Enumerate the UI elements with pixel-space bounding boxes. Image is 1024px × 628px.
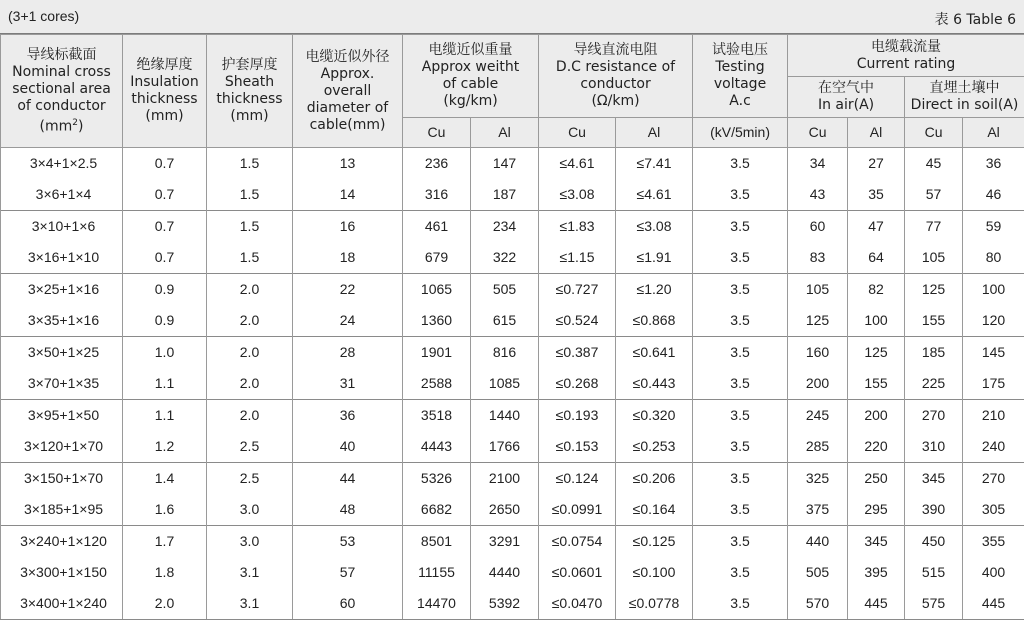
table-cell: 200	[848, 400, 905, 432]
table-cell: 6682	[403, 494, 471, 526]
table-cell: 44	[293, 463, 403, 495]
table-cell: 105	[905, 242, 963, 274]
table-cell: 400	[963, 557, 1024, 588]
table-cell: 43	[788, 179, 848, 211]
table-cell: 16	[293, 211, 403, 243]
cable-spec-table	[0, 34, 1024, 620]
cell-cross-section: 3×120+1×70	[1, 431, 123, 463]
table-cell: ≤0.443	[616, 368, 693, 400]
table-cell: 83	[788, 242, 848, 274]
table-cell: 11155	[403, 557, 471, 588]
table-cell: 355	[963, 526, 1024, 558]
table-number-label: 表 6 Table 6	[934, 12, 1016, 28]
table-cell: 210	[963, 400, 1024, 432]
table-cell: 295	[848, 494, 905, 526]
table-row	[1, 526, 1024, 558]
table-cell: 60	[788, 211, 848, 243]
table-cell: 34	[788, 148, 848, 180]
table-cell: 1.4	[123, 463, 207, 495]
table-cell: ≤1.20	[616, 274, 693, 306]
table-cell: 285	[788, 431, 848, 463]
cell-cross-section: 3×35+1×16	[1, 305, 123, 337]
table-cell: 240	[963, 431, 1024, 463]
cell-cross-section: 3×25+1×16	[1, 274, 123, 306]
table-cell: 3518	[403, 400, 471, 432]
header-weight: 电缆近似重量 Approx weitht of cable (kg/km)	[403, 35, 539, 118]
table-cell: 234	[471, 211, 539, 243]
table-cell: 816	[471, 337, 539, 369]
header-current-rating: 电缆载流量 Current rating	[788, 35, 1024, 77]
table-cell: 1085	[471, 368, 539, 400]
table-cell: 225	[905, 368, 963, 400]
table-cell: ≤0.727	[539, 274, 616, 306]
header-in-soil: 直埋土壤中 Direct in soil(A)	[905, 77, 1024, 118]
cell-cross-section: 3×6+1×4	[1, 179, 123, 211]
table-cell: 200	[788, 368, 848, 400]
table-cell: 1.8	[123, 557, 207, 588]
header-weight-cu: Cu	[403, 118, 471, 148]
table-cell: 375	[788, 494, 848, 526]
table-row	[1, 431, 1024, 463]
table-cell: 1.0	[123, 337, 207, 369]
table-cell: 1.5	[207, 148, 293, 180]
header-soil-al: Al	[963, 118, 1024, 148]
table-cell: 440	[788, 526, 848, 558]
table-cell: 316	[403, 179, 471, 211]
table-cell: 2.5	[207, 463, 293, 495]
table-cell: 3.5	[693, 463, 788, 495]
table-cell: 305	[963, 494, 1024, 526]
table-cell: 505	[788, 557, 848, 588]
table-cell: 2.0	[207, 337, 293, 369]
header-weight-al: Al	[471, 118, 539, 148]
table-cell: 2100	[471, 463, 539, 495]
table-cell: 3.5	[693, 211, 788, 243]
table-cell: 505	[471, 274, 539, 306]
table-cell: 1766	[471, 431, 539, 463]
table-cell: 322	[471, 242, 539, 274]
table-cell: 0.9	[123, 305, 207, 337]
table-cell: ≤0.0470	[539, 588, 616, 620]
table-cell: 0.9	[123, 274, 207, 306]
header-resistance: 导线直流电阻 D.C resistance of conductor (Ω/km)	[539, 35, 693, 118]
table-cell: 1440	[471, 400, 539, 432]
header-voltage: 试验电压 Testing voltage A.c	[693, 35, 788, 118]
table-row	[1, 211, 1024, 243]
table-cell: ≤0.868	[616, 305, 693, 337]
table-cell: ≤0.268	[539, 368, 616, 400]
table-cell: 270	[905, 400, 963, 432]
table-cell: 13	[293, 148, 403, 180]
table-cell: ≤0.387	[539, 337, 616, 369]
table-cell: 1.5	[207, 242, 293, 274]
table-cell: 14470	[403, 588, 471, 620]
table-cell: 27	[848, 148, 905, 180]
table-cell: ≤1.15	[539, 242, 616, 274]
table-cell: 125	[848, 337, 905, 369]
table-cell: 1901	[403, 337, 471, 369]
table-cell: 100	[848, 305, 905, 337]
table-cell: 461	[403, 211, 471, 243]
table-cell: 3.5	[693, 431, 788, 463]
table-cell: ≤0.0754	[539, 526, 616, 558]
table-cell: 160	[788, 337, 848, 369]
table-cell: ≤4.61	[616, 179, 693, 211]
table-caption-bar	[0, 0, 1024, 34]
header-sheath: 护套厚度 Sheath thickness (mm)	[207, 35, 293, 148]
table-cell: 325	[788, 463, 848, 495]
table-cell: 3.1	[207, 588, 293, 620]
table-cell: 40	[293, 431, 403, 463]
cores-label: (3+1 cores)	[8, 8, 80, 24]
table-cell: 2650	[471, 494, 539, 526]
table-cell: 3.5	[693, 588, 788, 620]
table-cell: 46	[963, 179, 1024, 211]
table-cell: ≤0.164	[616, 494, 693, 526]
header-air-al: Al	[848, 118, 905, 148]
header-nominal-area: 导线标截面 Nominal cross sectional area of conductor $(mm^2)$	[1, 35, 123, 148]
header-resistance-cu: Cu	[539, 118, 616, 148]
table-cell: ≤7.41	[616, 148, 693, 180]
table-cell: 450	[905, 526, 963, 558]
table-cell: 1.2	[123, 431, 207, 463]
table-cell: 445	[963, 588, 1024, 620]
table-cell: 31	[293, 368, 403, 400]
table-cell: ≤0.206	[616, 463, 693, 495]
table-cell: 1.1	[123, 368, 207, 400]
table-cell: 120	[963, 305, 1024, 337]
table-cell: 0.7	[123, 148, 207, 180]
table-cell: 47	[848, 211, 905, 243]
table-cell: 1.1	[123, 400, 207, 432]
table-cell: 155	[905, 305, 963, 337]
table-cell: 2588	[403, 368, 471, 400]
table-row	[1, 494, 1024, 526]
cell-cross-section: 3×70+1×35	[1, 368, 123, 400]
table-row	[1, 557, 1024, 588]
table-cell: 3.0	[207, 526, 293, 558]
table-cell: ≤3.08	[616, 211, 693, 243]
table-row	[1, 463, 1024, 495]
cell-cross-section: 3×300+1×150	[1, 557, 123, 588]
table-cell: 390	[905, 494, 963, 526]
table-cell: ≤0.320	[616, 400, 693, 432]
table-cell: 3.5	[693, 494, 788, 526]
table-cell: 105	[788, 274, 848, 306]
table-cell: 515	[905, 557, 963, 588]
table-row	[1, 337, 1024, 369]
table-cell: 3.5	[693, 148, 788, 180]
table-cell: ≤4.61	[539, 148, 616, 180]
table-cell: 147	[471, 148, 539, 180]
header-insulation: 绝缘厚度 Insulation thickness (mm)	[123, 35, 207, 148]
table-cell: 82	[848, 274, 905, 306]
table-cell: 679	[403, 242, 471, 274]
table-cell: ≤0.253	[616, 431, 693, 463]
table-cell: 175	[963, 368, 1024, 400]
header-in-air: 在空气中 In air(A)	[788, 77, 905, 118]
table-cell: 0.7	[123, 211, 207, 243]
table-cell: 8501	[403, 526, 471, 558]
table-cell: 53	[293, 526, 403, 558]
table-cell: ≤1.91	[616, 242, 693, 274]
table-cell: 3291	[471, 526, 539, 558]
table-cell: 36	[963, 148, 1024, 180]
table-cell: 310	[905, 431, 963, 463]
table-cell: 1.5	[207, 211, 293, 243]
table-cell: 59	[963, 211, 1024, 243]
table-cell: 64	[848, 242, 905, 274]
header-air-cu: Cu	[788, 118, 848, 148]
table-cell: 4440	[471, 557, 539, 588]
table-row	[1, 179, 1024, 211]
table-cell: ≤0.124	[539, 463, 616, 495]
table-cell: 187	[471, 179, 539, 211]
cell-cross-section: 3×240+1×120	[1, 526, 123, 558]
header-voltage-unit: (kV/5min)	[693, 118, 788, 148]
table-cell: 2.0	[207, 368, 293, 400]
table-cell: 3.5	[693, 337, 788, 369]
table-cell: ≤0.0778	[616, 588, 693, 620]
table-cell: 45	[905, 148, 963, 180]
table-cell: 250	[848, 463, 905, 495]
table-cell: ≤0.153	[539, 431, 616, 463]
table-cell: 3.5	[693, 274, 788, 306]
header-soil-cu: Cu	[905, 118, 963, 148]
table-cell: 3.5	[693, 557, 788, 588]
table-cell: 57	[905, 179, 963, 211]
table-cell: 5392	[471, 588, 539, 620]
table-cell: 3.5	[693, 526, 788, 558]
table-cell: 245	[788, 400, 848, 432]
table-cell: 18	[293, 242, 403, 274]
table-cell: 445	[848, 588, 905, 620]
table-cell: ≤3.08	[539, 179, 616, 211]
table-cell: 2.0	[207, 400, 293, 432]
table-cell: 80	[963, 242, 1024, 274]
table-cell: ≤0.0991	[539, 494, 616, 526]
table-cell: 5326	[403, 463, 471, 495]
header-diameter: 电缆近似外径 Approx. overall diameter of cable(mm)	[293, 35, 403, 148]
table-row	[1, 274, 1024, 306]
table-row	[1, 305, 1024, 337]
table-cell: 125	[905, 274, 963, 306]
cell-cross-section: 3×16+1×10	[1, 242, 123, 274]
table-cell: 345	[905, 463, 963, 495]
table-cell: ≤0.0601	[539, 557, 616, 588]
table-cell: 100	[963, 274, 1024, 306]
table-cell: 77	[905, 211, 963, 243]
table-cell: 35	[848, 179, 905, 211]
table-cell: 2.5	[207, 431, 293, 463]
table-cell: 270	[963, 463, 1024, 495]
table-cell: ≤0.125	[616, 526, 693, 558]
cell-cross-section: 3×95+1×50	[1, 400, 123, 432]
table-cell: ≤0.524	[539, 305, 616, 337]
table-cell: ≤0.100	[616, 557, 693, 588]
table-cell: 1360	[403, 305, 471, 337]
table-cell: 3.1	[207, 557, 293, 588]
cell-cross-section: 3×10+1×6	[1, 211, 123, 243]
table-cell: 220	[848, 431, 905, 463]
table-row	[1, 242, 1024, 274]
table-cell: 3.5	[693, 242, 788, 274]
table-body	[1, 148, 1024, 620]
table-cell: 615	[471, 305, 539, 337]
header-resistance-al: Al	[616, 118, 693, 148]
table-cell: 570	[788, 588, 848, 620]
table-cell: 60	[293, 588, 403, 620]
cell-cross-section: 3×150+1×70	[1, 463, 123, 495]
table-row	[1, 368, 1024, 400]
table-cell: 1.5	[207, 179, 293, 211]
table-cell: 3.5	[693, 368, 788, 400]
table-cell: 57	[293, 557, 403, 588]
table-cell: 155	[848, 368, 905, 400]
table-cell: 28	[293, 337, 403, 369]
table-row	[1, 148, 1024, 180]
table-row	[1, 400, 1024, 432]
table-cell: ≤1.83	[539, 211, 616, 243]
table-cell: 36	[293, 400, 403, 432]
table-cell: 2.0	[207, 305, 293, 337]
table-cell: 236	[403, 148, 471, 180]
table-cell: 2.0	[207, 274, 293, 306]
table-cell: 0.7	[123, 179, 207, 211]
cell-cross-section: 3×4+1×2.5	[1, 148, 123, 180]
cell-cross-section: 3×400+1×240	[1, 588, 123, 620]
table-cell: ≤0.641	[616, 337, 693, 369]
table-cell: 145	[963, 337, 1024, 369]
table-cell: 48	[293, 494, 403, 526]
table-cell: 185	[905, 337, 963, 369]
table-cell: 1065	[403, 274, 471, 306]
table-cell: 4443	[403, 431, 471, 463]
table-cell: 3.5	[693, 305, 788, 337]
table-cell: 14	[293, 179, 403, 211]
table-cell: 22	[293, 274, 403, 306]
cell-cross-section: 3×50+1×25	[1, 337, 123, 369]
table-cell: 3.5	[693, 179, 788, 211]
table-cell: 395	[848, 557, 905, 588]
table-cell: 575	[905, 588, 963, 620]
table-cell: 1.7	[123, 526, 207, 558]
table-cell: 2.0	[123, 588, 207, 620]
table-cell: 1.6	[123, 494, 207, 526]
table-cell: 3.5	[693, 400, 788, 432]
table-cell: 3.0	[207, 494, 293, 526]
table-cell: 345	[848, 526, 905, 558]
cell-cross-section: 3×185+1×95	[1, 494, 123, 526]
table-cell: 24	[293, 305, 403, 337]
table-cell: 125	[788, 305, 848, 337]
table-row	[1, 588, 1024, 620]
table-cell: 0.7	[123, 242, 207, 274]
table-cell: ≤0.193	[539, 400, 616, 432]
